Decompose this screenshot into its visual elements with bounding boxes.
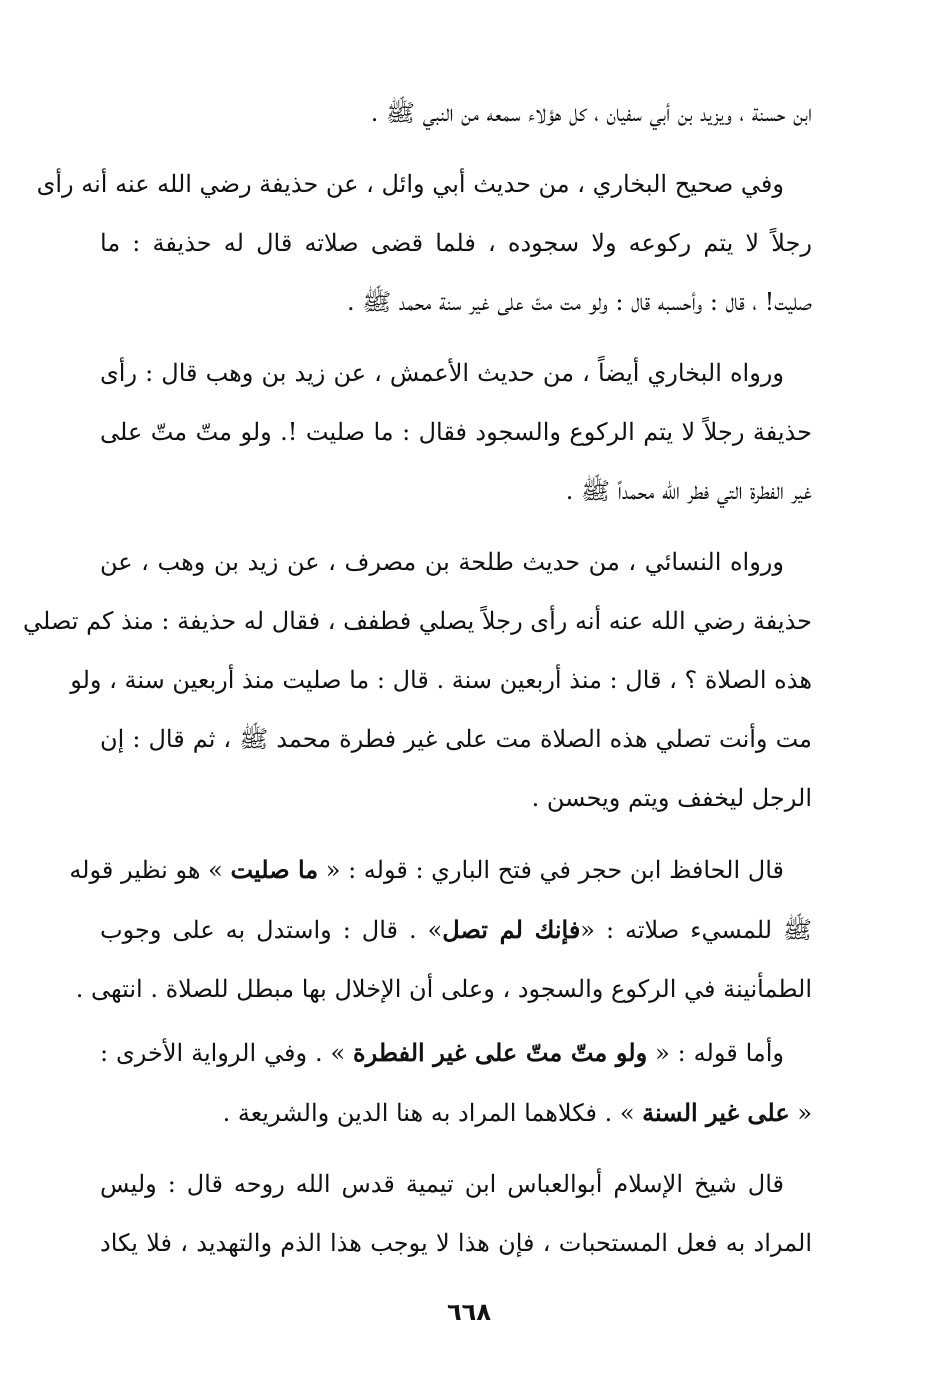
text-line — [100, 1023, 812, 1083]
text-line: الطمأنينة في الركوع والسجود ، وعلى أن الإخلال بها مبطل للصلاة . انتهى . — [75, 975, 812, 1003]
text-line: الرجل ليخفف ويتم ويحسن . — [531, 784, 812, 812]
page-number: ٦٦٨ — [447, 1298, 491, 1326]
text-line: مت وأنت تصلي هذه الصلاة مت على غير فطرة محمد ﷺ ، ثم قال : إن — [100, 725, 812, 753]
paragraph-hafiz — [69, 840, 812, 1019]
paragraph-1 — [100, 84, 812, 143]
paragraph-4 — [23, 533, 812, 828]
text-line: هذه الصلاة ؟ ، قال : منذ أربعين سنة . قال : ما صليت منذ أربعين سنة ، ولو — [70, 666, 812, 694]
paragraph-2 — [36, 155, 812, 332]
text-line: المراد به فعل المستحبات ، فإن هذا لا يوجب هذا الذم والتهديد ، فلا يكاد — [100, 1229, 812, 1257]
text-segment: » . فكلاهما المراد به هنا الدين والشريعة . — [222, 1099, 643, 1127]
quoted-phrase: فإنك لم تصل — [442, 915, 581, 944]
text-line — [100, 1083, 812, 1143]
quoted-phrase: على غير السنة — [642, 1098, 790, 1127]
text-segment: » . قال : واستدل به على وجوب — [100, 916, 443, 944]
text-line: وفي صحيح البخاري ، من حديث أبي وائل ، عن حذيفة رضي الله عنه أنه رأى — [36, 170, 784, 198]
text-line — [100, 900, 812, 960]
paragraph-amma — [100, 1023, 812, 1143]
text-segment: قال الحافظ ابن حجر في فتح الباري : قوله : « — [318, 856, 784, 884]
text-line — [69, 840, 812, 900]
text-line: حذيفة رضي الله عنه أنه رأى رجلاً يصلي فطفف ، فقال له حذيفة : منذ كم تصلي — [23, 607, 812, 635]
text-line: قال شيخ الإسلام أبوالعباس ابن تيمية قدس الله روحه قال : وليس — [100, 1170, 784, 1198]
text-line: صليت! ، قال : وأحسبه قال : ولو مت متّ على غير سنة محمد ﷺ . — [347, 288, 812, 316]
text-segment: ﷺ للمسيء صلاته : « — [580, 916, 812, 944]
text-line: غير الفطرة التي فطر الله محمداً ﷺ . — [565, 477, 812, 505]
quoted-phrase: ولو متّ متّ على غير الفطرة — [353, 1038, 648, 1067]
text-line: حذيفة رجلاً لا يتم الركوع والسجود فقال : ما صليت !. ولو متّ متّ على — [100, 418, 812, 446]
text-segment: » . وفي الرواية الأخرى : — [100, 1039, 354, 1067]
paragraph-final — [100, 1155, 812, 1273]
text-segment: وأما قوله : « — [647, 1039, 785, 1067]
text-line: ورواه البخاري أيضاً ، من حديث الأعمش ، عن زيد بن وهب قال : رأى — [100, 359, 784, 387]
text-line: ابن حسنة ، ويزيد بن أبي سفيان ، كل هؤلاء سمعه من النبي ﷺ . — [370, 99, 812, 127]
text-segment: » هو نظير قوله — [69, 856, 231, 884]
text-segment: « — [789, 1099, 812, 1127]
quoted-phrase: ما صليت — [230, 855, 319, 884]
page-body — [23, 84, 812, 1273]
text-line: ورواه النسائي ، من حديث طلحة بن مصرف ، عن زيد بن وهب ، عن — [100, 548, 784, 576]
paragraph-3 — [100, 344, 812, 521]
text-line: رجلاً لا يتم ركوعه ولا سجوده ، فلما قضى صلاته قال له حذيفة : ما — [100, 229, 812, 257]
